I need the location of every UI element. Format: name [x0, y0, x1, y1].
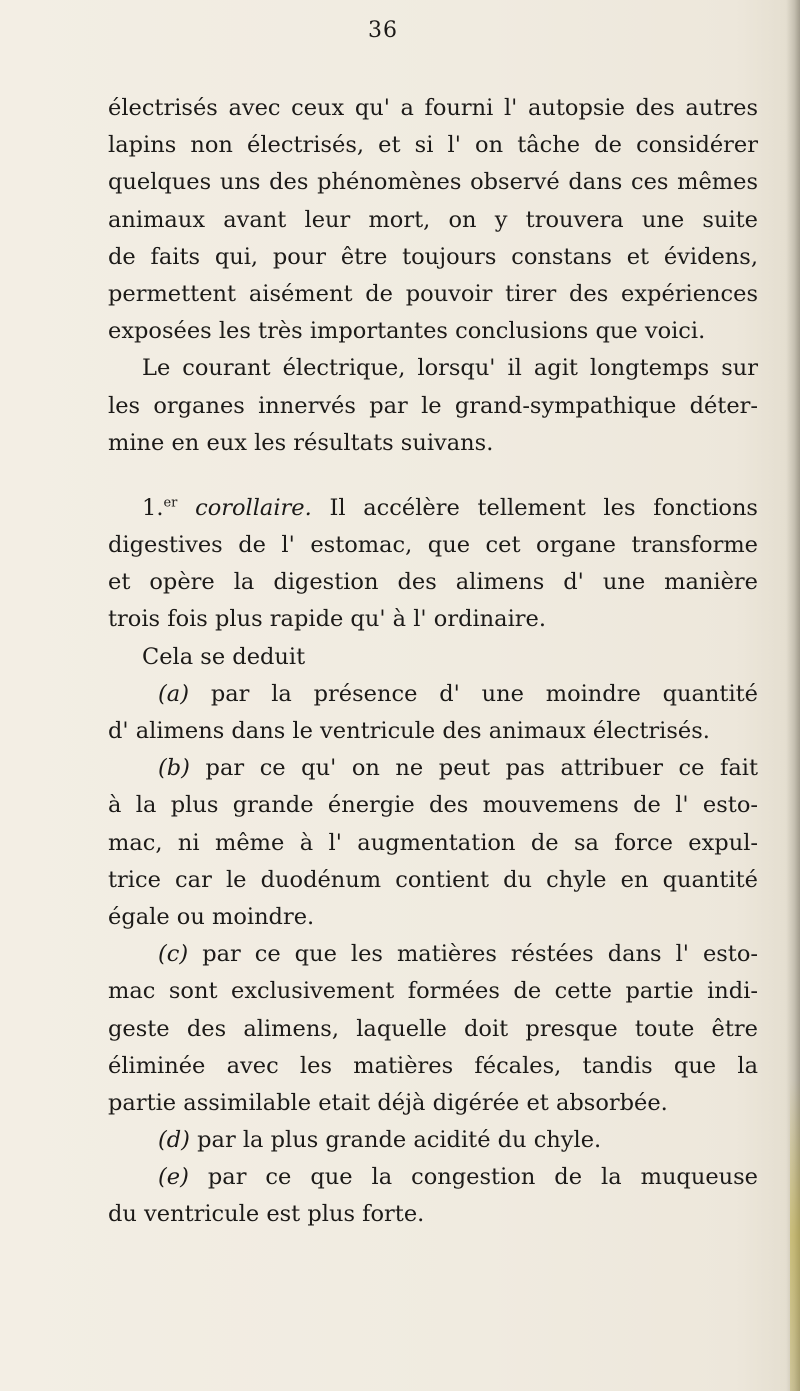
corollary-text: Il accélère tellement les fonctions — [329, 494, 758, 521]
text-line: Cela se deduit — [142, 643, 306, 670]
text-line: geste des alimens, laquelle doit presque toute être — [108, 1015, 758, 1042]
text-line: partie assimilable etait déjà digérée et absorbée. — [108, 1089, 668, 1116]
list-item-line — [108, 936, 758, 973]
text-line: trice car le duodénum contient du chyle en quantité — [108, 866, 758, 893]
text-line: mac sont exclusivement formées de cette partie indi- — [108, 978, 758, 1005]
text-line: d' alimens dans le ventricule des animaux électrisés. — [108, 718, 710, 744]
text-line: trois fois plus rapide qu' à l' ordinaire. — [108, 606, 546, 633]
text-line: égale ou moindre. — [108, 903, 315, 930]
text-line: éliminée avec les matières fécales, tandis que la — [108, 1052, 758, 1079]
item-text: par ce que la congestion de la muqueuse — [207, 1164, 758, 1191]
text-line: digestives de l' estomac, que cet organe transforme — [108, 532, 758, 559]
text-line: Le courant électrique, lorsqu' il agit longtemps sur — [142, 355, 758, 382]
ordinal: 1. — [142, 494, 164, 521]
list-item-line — [108, 1159, 758, 1196]
corollary-heading-line — [108, 490, 758, 527]
text-line: et opère la digestion des alimens d' une manière — [108, 569, 758, 596]
text-line: permettent aisément de pouvoir tirer des expériences — [108, 280, 758, 307]
list-item-line — [108, 750, 758, 787]
item-text: par la plus grande acidité du chyle. — [197, 1127, 602, 1154]
item-marker: (a) — [158, 680, 189, 707]
text-line: lapins non électrisés, et si l' on tâche de considérer — [108, 132, 758, 159]
item-text: par ce que les matières réstées dans l' esto- — [202, 941, 758, 968]
list-item-line — [108, 676, 758, 713]
text-line: électrisés avec ceux qu' a fourni l' autopsie des autres — [108, 95, 758, 121]
text-line: quelques uns des phénomènes observé dans ces mêmes — [108, 169, 758, 196]
ordinal-suffix: er — [163, 495, 178, 511]
text-line: du ventricule est plus forte. — [108, 1201, 425, 1228]
corollary-label: corollaire. — [195, 494, 312, 521]
paragraph-gap — [108, 462, 758, 490]
item-marker: (c) — [158, 941, 189, 968]
text-line: les organes innervés par le grand-sympathique déter- — [108, 392, 758, 419]
text-line: mine en eux les résultats suivans. — [108, 429, 494, 456]
page-number: 36 — [368, 18, 398, 43]
item-marker: (e) — [158, 1164, 189, 1191]
item-text: par ce qu' on ne peut pas attribuer ce fait — [205, 755, 758, 782]
page-edge-stain — [790, 1080, 800, 1391]
text-line: à la plus grande énergie des mouvemens de l' esto- — [108, 792, 758, 819]
list-item-line — [108, 1122, 758, 1159]
text-line: animaux avant leur mort, on y trouvera une suite — [108, 206, 758, 233]
text-line: de faits qui, pour être toujours constans et évidens, — [108, 243, 758, 270]
item-marker: (b) — [158, 755, 190, 782]
item-text: par la présence d' une moindre quantité — [210, 680, 758, 707]
text-line: mac, ni même à l' augmentation de sa force expul- — [108, 829, 758, 856]
text-line: exposées les très importantes conclusions que voici. — [108, 318, 706, 345]
item-marker: (d) — [158, 1127, 190, 1154]
body-text — [108, 90, 758, 1234]
